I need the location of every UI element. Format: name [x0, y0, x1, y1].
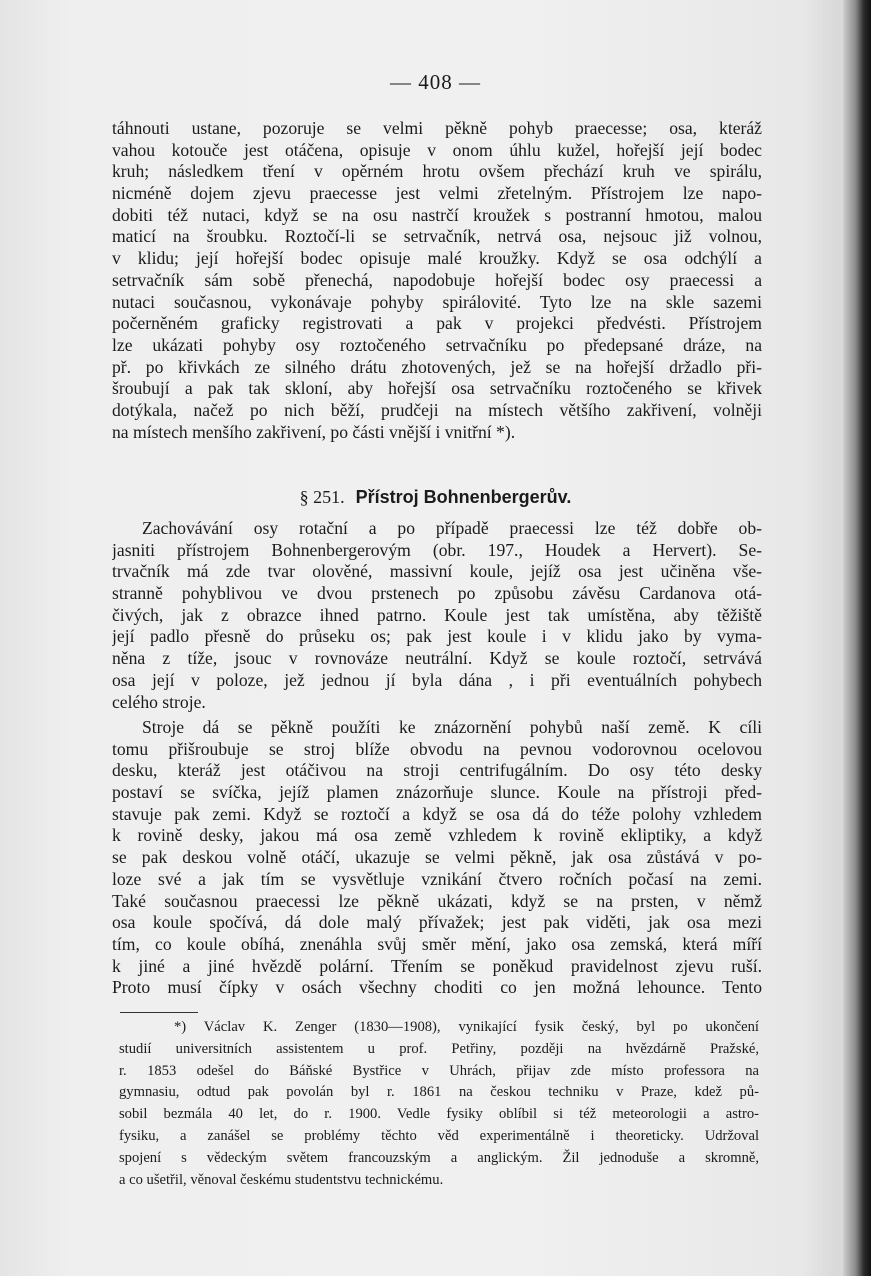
text-line: Také současnou praecessi lze pěkně ukázati, když se na prsten, v němž	[112, 890, 762, 911]
footnote-divider	[120, 1012, 198, 1013]
section-title: Přístroj Bohnenbergerův.	[355, 487, 572, 507]
text-line: počerněném graficky registrovati a pak v projekci předvésti. Přístrojem	[112, 313, 762, 334]
text-line: loze své a jak tím se vysvětluje vznikání čtvero ročních počasí na zemi.	[112, 868, 762, 889]
text-line: tím, co koule obíhá, znenáhla svůj směr mění, jako osa zemská, která míří	[112, 933, 762, 954]
text-line: dobiti též nutaci, když se na osu nastrčí kroužek s postranní hmotou, malou	[112, 204, 762, 225]
text-line: se pak deskou volně otáčí, ukazuje se velmi pěkně, jak osa zůstává v po-	[112, 847, 762, 868]
text-line: Stroje dá se pěkně použíti ke znázornění pohybů naší země. K cíli	[142, 717, 762, 737]
binding-shadow	[843, 0, 871, 1276]
text-line: jasniti přístrojem Bohnenbergerovým (obr. 197., Houdek a Hervert). Se-	[112, 539, 762, 560]
text-line: stranně pohyblivou ve dvou prstenech po způsobu závěsu Cardanova otá-	[112, 583, 762, 604]
text-line: něna z tíže, jsouc v rovnováze neutrální. Když se koule roztočí, setrvává	[112, 648, 762, 669]
text-line: kruh; následkem tření v opěrném hrotu ovšem přechází kruh ve spirálu,	[112, 161, 762, 182]
footnote-line: sobil bezmála 40 let, do r. 1900. Vedle fysiky oblíbil si též meteorologii a astro-	[119, 1106, 759, 1123]
text-line: desku, kteráž jest otáčivou na stroji centrifugálním. Do osy této desky	[112, 760, 762, 781]
text-line: osa koule spočívá, dá dole malý přívažek; jest pak viděti, jak osa mezi	[112, 912, 762, 933]
footnote	[119, 1017, 759, 1191]
text-line: Zachovávání osy rotační a po případě praecessi lze též dobře ob-	[142, 518, 762, 538]
text-line: vahou kotouče jest otáčena, opisuje v onom úhlu kužel, hořejší její bodec	[112, 139, 762, 160]
text-line: setrvačník sám sobě přenechá, napodobuje hořejší bodec osy praecessi a	[112, 269, 762, 290]
text-line: nicméně dojem zjevu praecesse jest velmi zřetelným. Přístrojem lze napo-	[112, 183, 762, 204]
text-line: táhnouti ustane, pozoruje se velmi pěkně pohyb praecesse; osa, kteráž	[112, 118, 762, 138]
paragraph-1	[112, 118, 762, 443]
footnote-line: studií universitních assistentem u prof. Petřiny, později na hvězdárně Pražské,	[119, 1040, 759, 1057]
page-number: — 408 —	[390, 70, 481, 94]
footnote-line: spojení s vědeckým světem francouzským a anglickým. Žil jednoduše a skromně,	[119, 1149, 759, 1166]
text-line: př. po křivkách ze silného drátu zhotovených, jež se na hořejší držadlo při-	[112, 356, 762, 377]
text-line: nutaci současnou, vykonávaje pohyby spirálovité. Tyto lze na skle sazemi	[112, 291, 762, 312]
text-line: na místech menšího zakřivení, po části vnější i vnitřní *).	[112, 421, 516, 442]
text-line: lze ukázati pohyby osy roztočeného setrvačníku po předepsané dráze, na	[112, 334, 762, 355]
footnote-line: a co ušetřil, věnoval českému studentstvu technickému.	[119, 1171, 444, 1188]
footnote-line: gymnasiu, odtud pak povolán byl r. 1861 na českou techniku v Praze, kdež pů-	[119, 1084, 759, 1101]
text-line: šroubují a pak tak skloní, aby hořejší osa setrvačníku roztočeného se křivek	[112, 378, 762, 399]
text-line: Proto musí čípky v osách všechny choditi co jen možná lehounce. Tento	[112, 977, 762, 998]
text-line: celého stroje.	[112, 691, 206, 712]
text-line: maticí na šroubku. Roztočí-li se setrvačník, netrvá osa, nejsouc již volnou,	[112, 226, 762, 247]
text-line: k rovině desky, jakou má osa země vzhledem k rovině ekliptiky, a když	[112, 825, 762, 846]
paragraph-2	[112, 518, 762, 713]
text-line: dotýkala, načež po nich běží, prudčeji na místech většího zakřivení, volněji	[112, 399, 762, 420]
text-line: stavuje pak zemi. Když se roztočí a když se osa dá do téže polohy vzhledem	[112, 803, 762, 824]
text-line: její padlo přesně do průseku os; pak jest koule i v klidu jako by vyma-	[112, 626, 762, 647]
text-line: k jiné a jiné hvězdě polární. Třením se poněkud pravidelnost zjevu ruší.	[112, 955, 762, 976]
section-number: § 251.	[299, 487, 345, 507]
section-heading	[0, 487, 871, 508]
text-line: postaví se svíčka, jejíž plamen znázorňuje slunce. Koule na přístroji před-	[112, 782, 762, 803]
paragraph-3	[112, 717, 762, 999]
text-line: v klidu; její hořejší bodec opisuje malé kroužky. Když se osa odchýlí a	[112, 248, 762, 269]
text-line: trvačník má zde tvar olověné, massivní koule, jejíž osa jest učiněna vše-	[112, 561, 762, 582]
text-line: čivých, jak z obrazce ihned patrno. Koule jest tak umístěna, aby těžiště	[112, 604, 762, 625]
footnote-line: r. 1853 odešel do Báňské Bystřice v Uhrách, přijav zde místo professora na	[119, 1062, 759, 1079]
footnote-line: fysiku, a zanášel se problémy těchto věd experimentálně i theoreticky. Udržoval	[119, 1127, 759, 1144]
text-line: osa její v poloze, jež jednou jí byla dána , i při eventuálních pohybech	[112, 669, 762, 690]
text-line: tomu přišroubuje se stroj blíže obvodu na pevnou vodorovnou ocelovou	[112, 738, 762, 759]
footnote-line: *) Václav K. Zenger (1830—1908), vynikající fysik český, byl po ukončení	[174, 1019, 759, 1035]
